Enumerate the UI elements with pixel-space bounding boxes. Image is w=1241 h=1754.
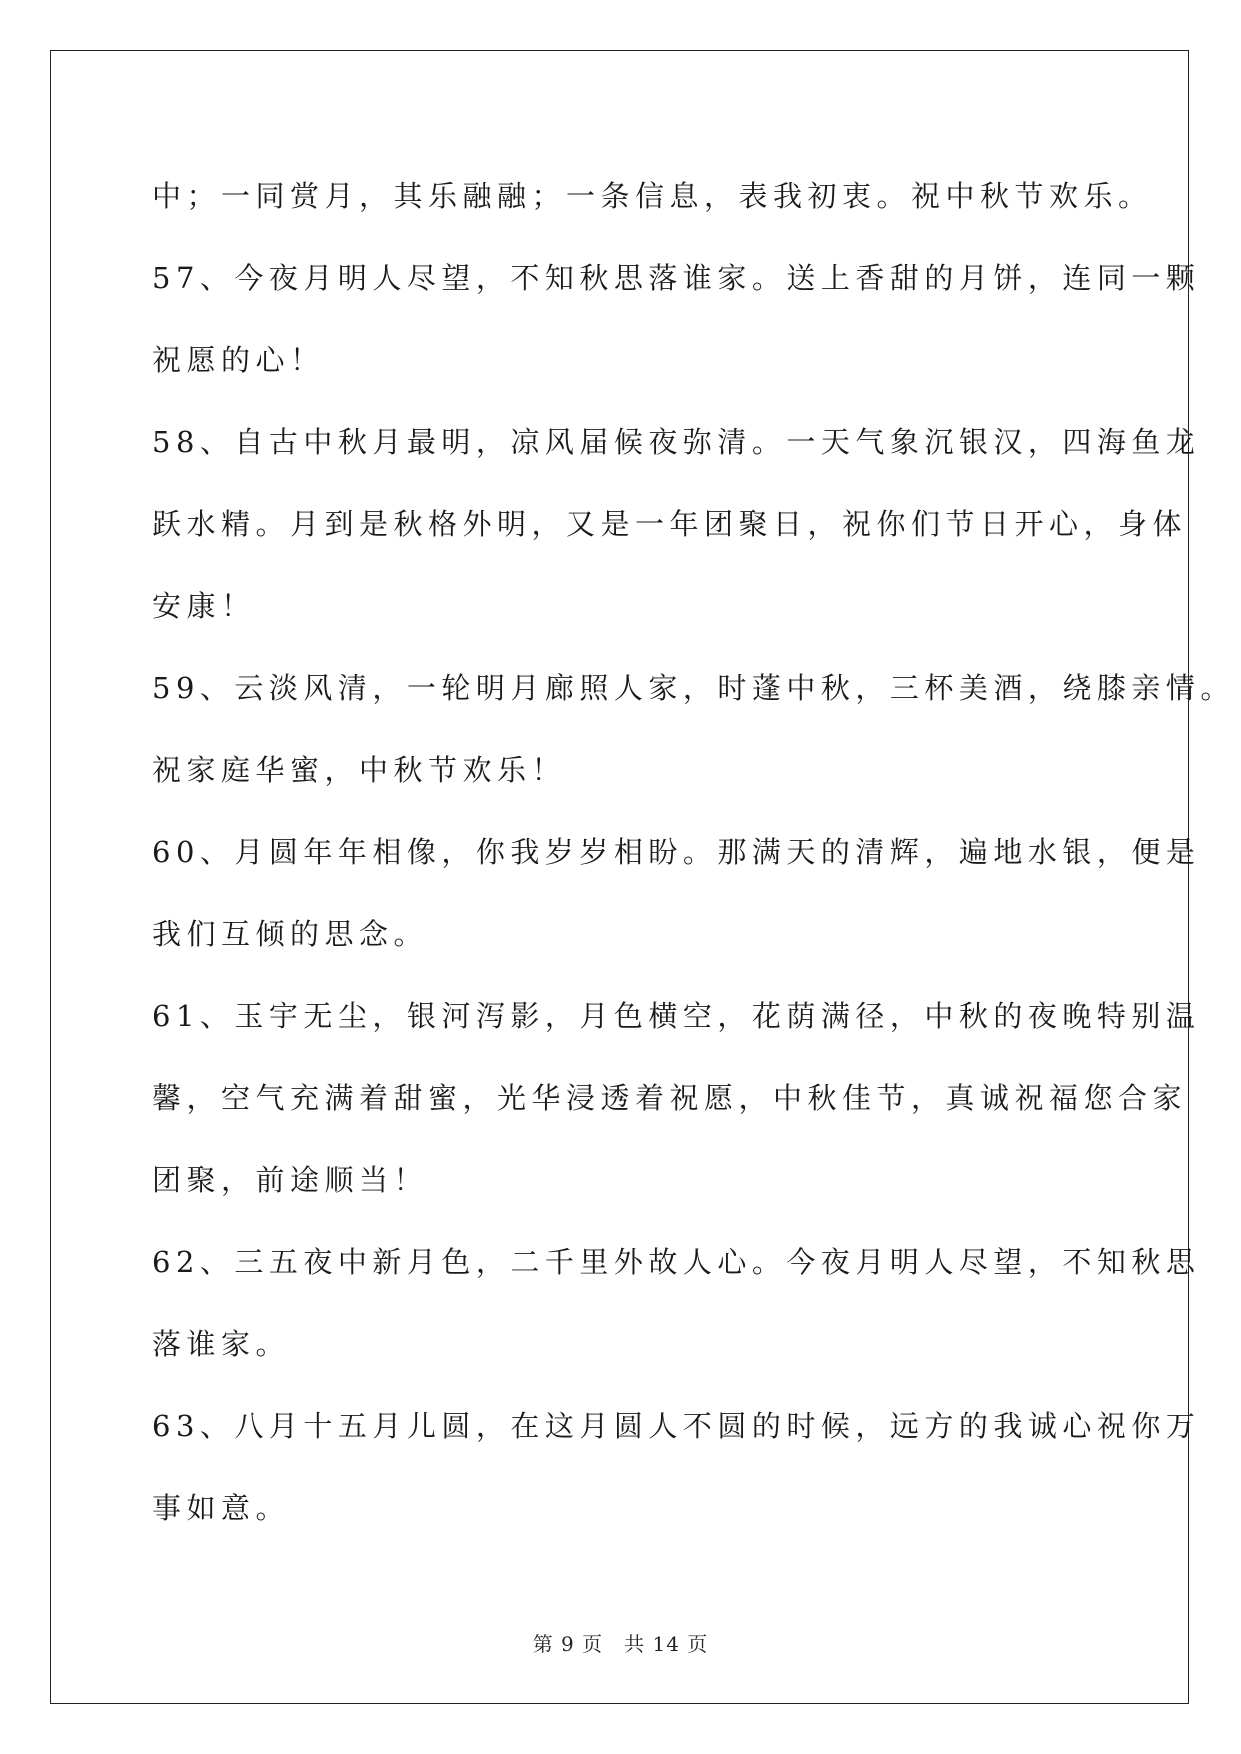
text-line: 安康！ [152, 589, 256, 623]
text-line: 中；一同赏月，其乐融融；一条信息，表我初衷。祝中秋节欢乐。 [152, 179, 1153, 213]
text-line: 62、三五夜中新月色，二千里外故人心。今夜月明人尽望，不知秋思 [152, 1245, 1201, 1279]
text-line: 跃水精。月到是秋格外明，又是一年团聚日，祝你们节日开心，身体 [152, 507, 1188, 541]
text-line: 58、自古中秋月最明，凉风届候夜弥清。一天气象沉银汉，四海鱼龙 [152, 425, 1201, 459]
page-number-footer: 第 9 页 共 14 页 [532, 1632, 709, 1656]
text-line: 祝家庭华蜜，中秋节欢乐！ [152, 753, 567, 787]
text-line: 59、云淡风清，一轮明月廊照人家，时蓬中秋，三杯美酒，绕膝亲情。 [152, 671, 1235, 705]
document-body [152, 155, 1235, 1549]
text-line: 团聚，前途顺当！ [152, 1163, 429, 1197]
text-line: 60、月圆年年相像，你我岁岁相盼。那满天的清辉，遍地水银，便是 [152, 835, 1201, 869]
text-line: 我们互倾的思念。 [152, 917, 429, 951]
text-line: 落谁家。 [152, 1327, 291, 1361]
text-line: 61、玉宇无尘，银河泻影，月色横空，花荫满径，中秋的夜晚特别温 [152, 999, 1201, 1033]
text-line: 馨，空气充满着甜蜜，光华浸透着祝愿，中秋佳节，真诚祝福您合家 [152, 1081, 1188, 1115]
text-line: 57、今夜月明人尽望，不知秋思落谁家。送上香甜的月饼，连同一颗 [152, 261, 1201, 295]
text-line: 祝愿的心！ [152, 343, 325, 377]
text-line: 63、八月十五月儿圆，在这月圆人不圆的时候，远方的我诚心祝你万 [152, 1409, 1201, 1443]
text-line: 事如意。 [152, 1491, 291, 1525]
